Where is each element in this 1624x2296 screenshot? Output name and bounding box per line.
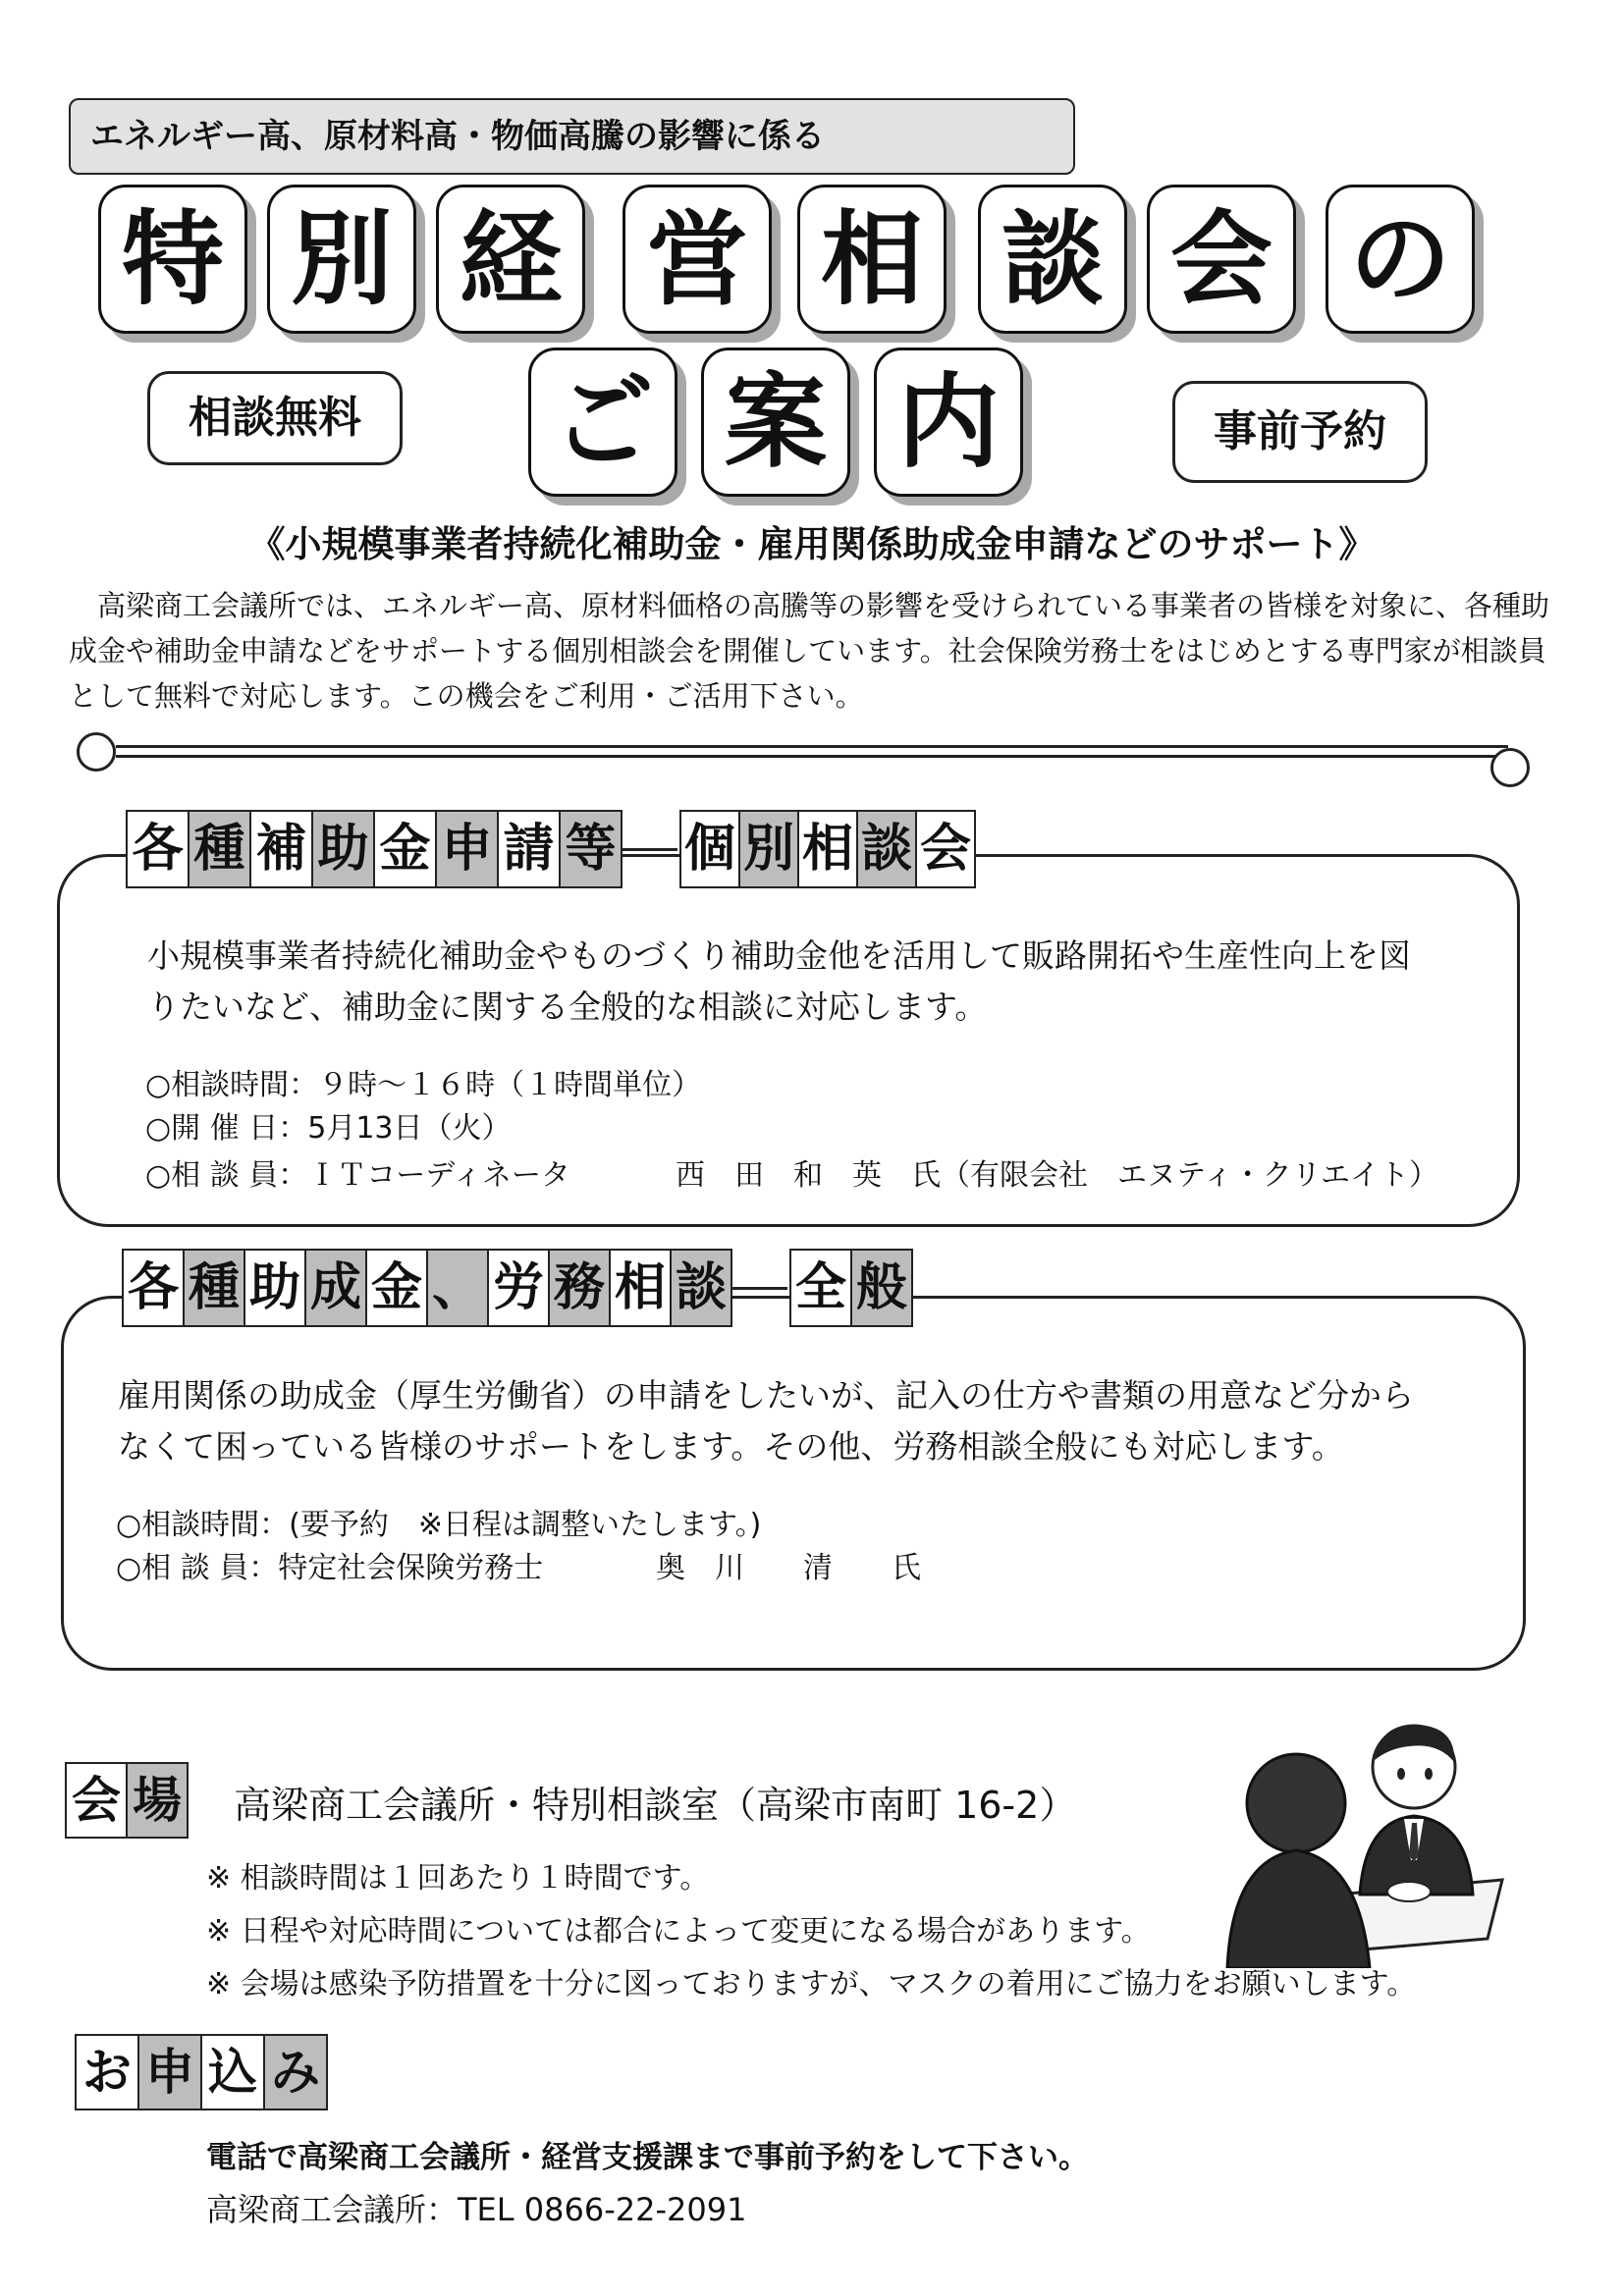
consultation-time: ○相談時間：９時～１６時（１時間単位） [145,1068,702,1102]
consultation-time: ○相談時間：(要予約 ※日程は調整いたします。) [116,1508,762,1542]
title-char: 経 [436,185,585,334]
consultant-role: ○相 談 員：ＩＴコーディネータ [145,1158,570,1193]
section-subsidy-header [126,810,974,888]
header-char: 般 [850,1249,913,1327]
application-label [75,2034,326,2110]
header-char: 個 [679,810,740,888]
header-char: 会 [915,810,976,888]
consultation-illustration-icon [1222,1713,1507,1968]
section-grant-body-line: 雇用関係の助成金（厚生労働省）の申請をしたいが、記入の仕方や書類の用意など分から [118,1376,1414,1415]
header-char: 成 [304,1249,367,1327]
top-banner [69,98,1075,175]
title-char: 相 [797,185,947,334]
application-label-char: み [263,2034,328,2110]
header-char: 各 [122,1249,185,1327]
header-char: 談 [670,1249,732,1327]
header-char: 各 [126,810,189,888]
header-char: 、 [426,1249,489,1327]
header-char: 請 [497,810,561,888]
banner-text: エネルギー高、原材料高・物価高騰の影響に係る [90,117,825,156]
title-char: 特 [98,185,247,334]
venue-label-char: 会 [65,1762,128,1839]
divider-end-circle [1490,748,1530,787]
header-char: 申 [435,810,499,888]
header-char: 全 [789,1249,852,1327]
header-char: 種 [188,810,251,888]
note-item: ※ 会場は感染予防措置を十分に図っておりますが、マスクの着用にご協力をお願いします。 [206,1967,1417,2002]
header-char: 助 [244,1249,306,1327]
header-char: 務 [548,1249,611,1327]
title-char: ご [528,347,677,497]
application-label-char: 申 [137,2034,202,2110]
intro-paragraph: 高梁商工会議所では、エネルギー高、原材料価格の高騰等の影響を受けられている事業者の皆様を対象に、各種助成金や補助金申請などをサポートする個別相談会を開催しています。社会保険労務士をはじめとする専門家が相談員として無料で対応します。この機会をご利用・ご活用下さい。 [69,589,1550,713]
divider [116,755,1508,758]
header-char: 種 [183,1249,245,1327]
header-char: 等 [559,810,623,888]
venue-label-char: 場 [126,1762,189,1839]
note-item: ※ 相談時間は１回あたり１時間です。 [206,1861,710,1896]
divider-end-circle [77,732,116,772]
header-connector [623,848,677,851]
application-instruction: 電話で高梁商工会議所・経営支援課まで事前予約をして下さい。 [206,2140,1089,2175]
header-char: 助 [311,810,375,888]
section-grant-body-line: なくて困っている皆様のサポートをします。その他、労務相談全般にも対応します。 [118,1427,1344,1466]
venue-label [65,1762,187,1839]
application-label-char: お [75,2034,139,2110]
venue-text: 高梁商工会議所・特別相談室（高梁市南町 16-2） [234,1784,1077,1827]
title-char: 案 [701,347,850,497]
event-date: ○開 催 日：5月13日（火） [145,1111,512,1146]
header-char: 相 [609,1249,672,1327]
consultant-name: 奥 川 清 氏 [656,1551,921,1585]
header-char: 金 [373,810,437,888]
section-subsidy-body-line: 小規模事業者持続化補助金やものづくり補助金他を活用して販路開拓や生産性向上を図 [147,936,1411,975]
title-char: 会 [1147,185,1296,334]
header-char: 別 [738,810,799,888]
header-connector [732,1287,787,1290]
application-label-char: 込 [200,2034,265,2110]
header-char: 相 [797,810,858,888]
header-char: 談 [856,810,917,888]
consultant-role: ○相 談 員：特定社会保険労務士 [116,1551,544,1585]
subtitle: 《小規模事業者持続化補助金・雇用関係助成金申請などのサポート》 [248,523,1376,565]
title-char: 談 [978,185,1127,334]
title-char: 営 [623,185,772,334]
header-char: 金 [365,1249,428,1327]
title-char: 別 [267,185,416,334]
note-item: ※ 日程や対応時間については都合によって変更になる場合があります。 [206,1914,1151,1949]
header-char: 補 [249,810,313,888]
section-subsidy-body-line: りたいなど、補助金に関する全般的な相談に対応します。 [147,988,988,1026]
title-char: の [1326,185,1475,334]
header-char: 労 [487,1249,550,1327]
contact-phone: 高梁商工会議所：TEL 0866-22-2091 [206,2191,747,2228]
section-grant-box [61,1296,1526,1671]
reservation-badge: 事前予約 [1172,381,1428,483]
section-grant-header [122,1249,911,1327]
divider [116,745,1508,748]
free-consultation-badge: 相談無料 [147,371,403,465]
title-char: 内 [874,347,1023,497]
consultant-name: 西 田 和 英 氏（有限会社 エヌティ・クリエイト） [676,1158,1438,1193]
